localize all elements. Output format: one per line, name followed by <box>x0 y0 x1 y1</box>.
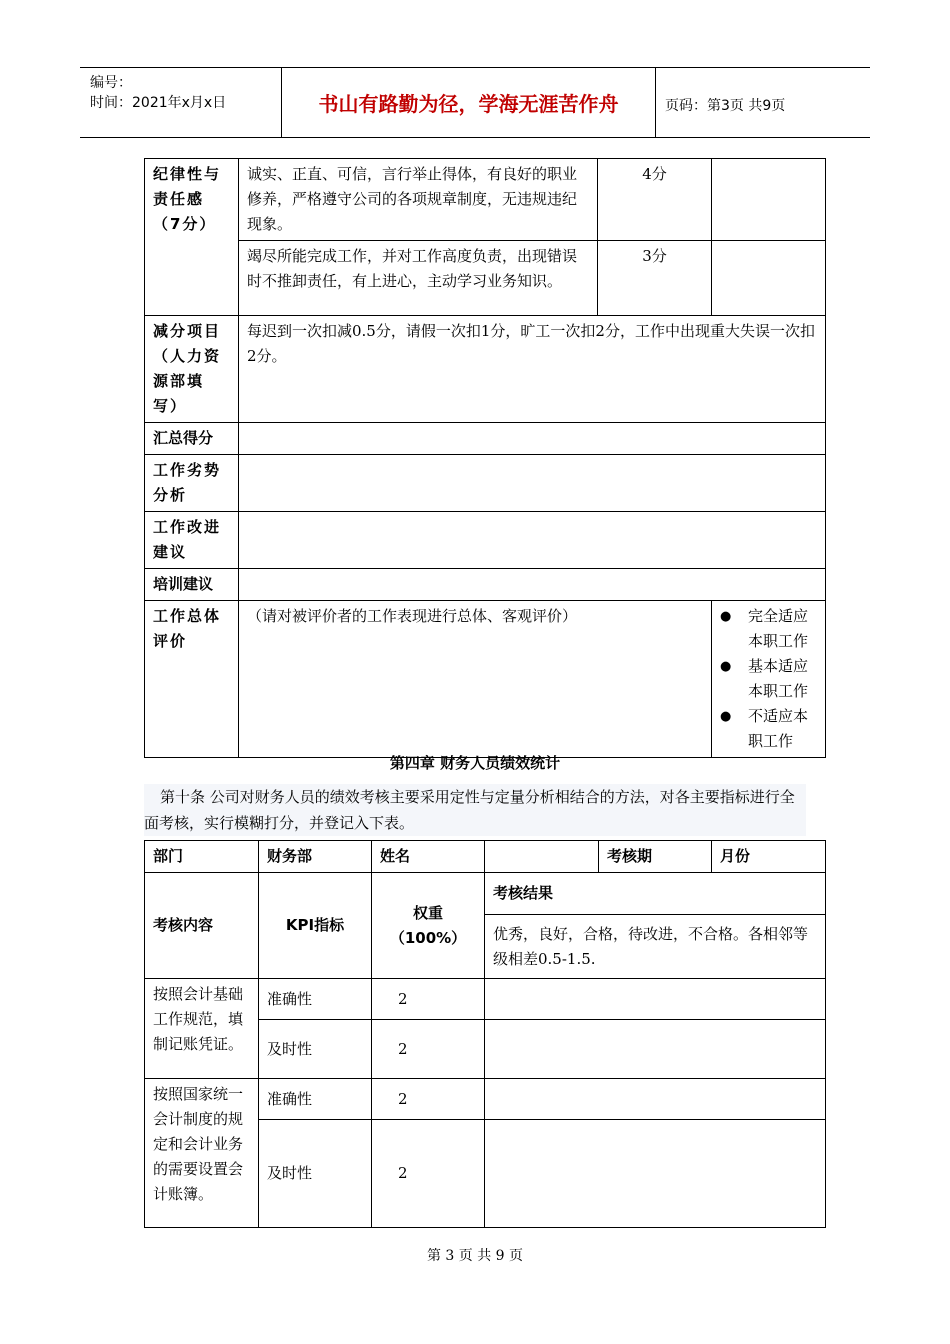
training-value <box>239 569 826 601</box>
row2-result1 <box>485 1079 826 1120</box>
discipline-score-2: 3分 <box>598 241 712 316</box>
result-header: 考核结果 <box>485 873 826 915</box>
row2-weight2: 2 <box>372 1120 485 1228</box>
header-page-info: 页码：第3页 共9页 <box>665 98 786 114</box>
page-header <box>80 67 870 138</box>
row1-weight2: 2 <box>372 1020 485 1079</box>
deduction-label: 减分项目（人力资源部填写） <box>145 316 239 423</box>
discipline-desc-1: 诚实、正直、可信，言行举止得体，有良好的职业修养，严格遵守公司的各项规章制度，无违规违纪现象。 <box>239 159 598 241</box>
option-full-fit: ● 完全适应本职工作 <box>714 604 821 654</box>
overall-options <box>712 601 826 758</box>
discipline-blank-2 <box>712 241 826 316</box>
discipline-desc-2: 竭尽所能完成工作，并对工作高度负责，出现错误时不推卸责任，有上进心，主动学习业务知识。 <box>239 241 598 316</box>
row1-weight1: 2 <box>372 979 485 1020</box>
row2-kpi2: 及时性 <box>259 1120 372 1228</box>
option-not-fit: ● 不适应本职工作 <box>714 704 821 754</box>
row2-kpi1: 准确性 <box>259 1079 372 1120</box>
content-header: 考核内容 <box>145 873 259 979</box>
dept-label: 部门 <box>145 841 259 873</box>
weakness-value <box>239 455 826 512</box>
dept-value: 财务部 <box>259 841 372 873</box>
discipline-label: 纪律性与责任感（7分） <box>145 159 239 316</box>
row1-kpi2: 及时性 <box>259 1020 372 1079</box>
improve-label: 工作改进建议 <box>145 512 239 569</box>
row2-weight1: 2 <box>372 1079 485 1120</box>
overall-hint: （请对被评价者的工作表现进行总体、客观评价） <box>239 601 712 758</box>
total-label: 汇总得分 <box>145 423 239 455</box>
period-label: 考核期 <box>599 841 712 873</box>
weakness-label: 工作劣势分析 <box>145 455 239 512</box>
weight-header: 权重（100%） <box>372 873 485 979</box>
article-paragraph: 第十条 公司对财务人员的绩效考核主要采用定性与定量分析相结合的方法，对各主要指标进行全面考核，实行模糊打分，并登记入下表。 <box>144 784 806 836</box>
row2-result2 <box>485 1120 826 1228</box>
total-value <box>239 423 826 455</box>
kpi-table <box>144 840 826 1228</box>
evaluation-table <box>144 158 826 758</box>
row1-result2 <box>485 1020 826 1079</box>
option-basic-fit: ● 基本适应本职工作 <box>714 654 821 704</box>
chapter-title: 第四章 财务人员绩效统计 <box>389 754 561 772</box>
header-motto: 书山有路勤为径，学海无涯苦作舟 <box>281 68 656 137</box>
discipline-blank-1 <box>712 159 826 241</box>
kpi-header: KPI指标 <box>259 873 372 979</box>
row1-kpi1: 准确性 <box>259 979 372 1020</box>
improve-value <box>239 512 826 569</box>
page-footer: 第 3 页 共 9 页 <box>426 1248 524 1264</box>
result-desc: 优秀，良好，合格，待改进，不合格。各相邻等级相差0.5-1.5. <box>485 915 826 979</box>
month-label: 月份 <box>712 841 826 873</box>
overall-label: 工作总体评价 <box>145 601 239 758</box>
row2-content: 按照国家统一会计制度的规定和会计业务的需要设置会计账簿。 <box>145 1079 259 1228</box>
deduction-text: 每迟到一次扣减0.5分，请假一次扣1分，旷工一次扣2分，工作中出现重大失误一次扣2分。 <box>239 316 826 423</box>
row1-content: 按照会计基础工作规范，填制记账凭证。 <box>145 979 259 1079</box>
name-value <box>485 841 599 873</box>
training-label: 培训建议 <box>145 569 239 601</box>
row1-result1 <box>485 979 826 1020</box>
code-label: 编号： <box>90 75 132 91</box>
name-label: 姓名 <box>372 841 485 873</box>
header-meta <box>80 68 280 137</box>
time-label: 时间：2021年x月x日 <box>90 95 227 111</box>
discipline-score-1: 4分 <box>598 159 712 241</box>
